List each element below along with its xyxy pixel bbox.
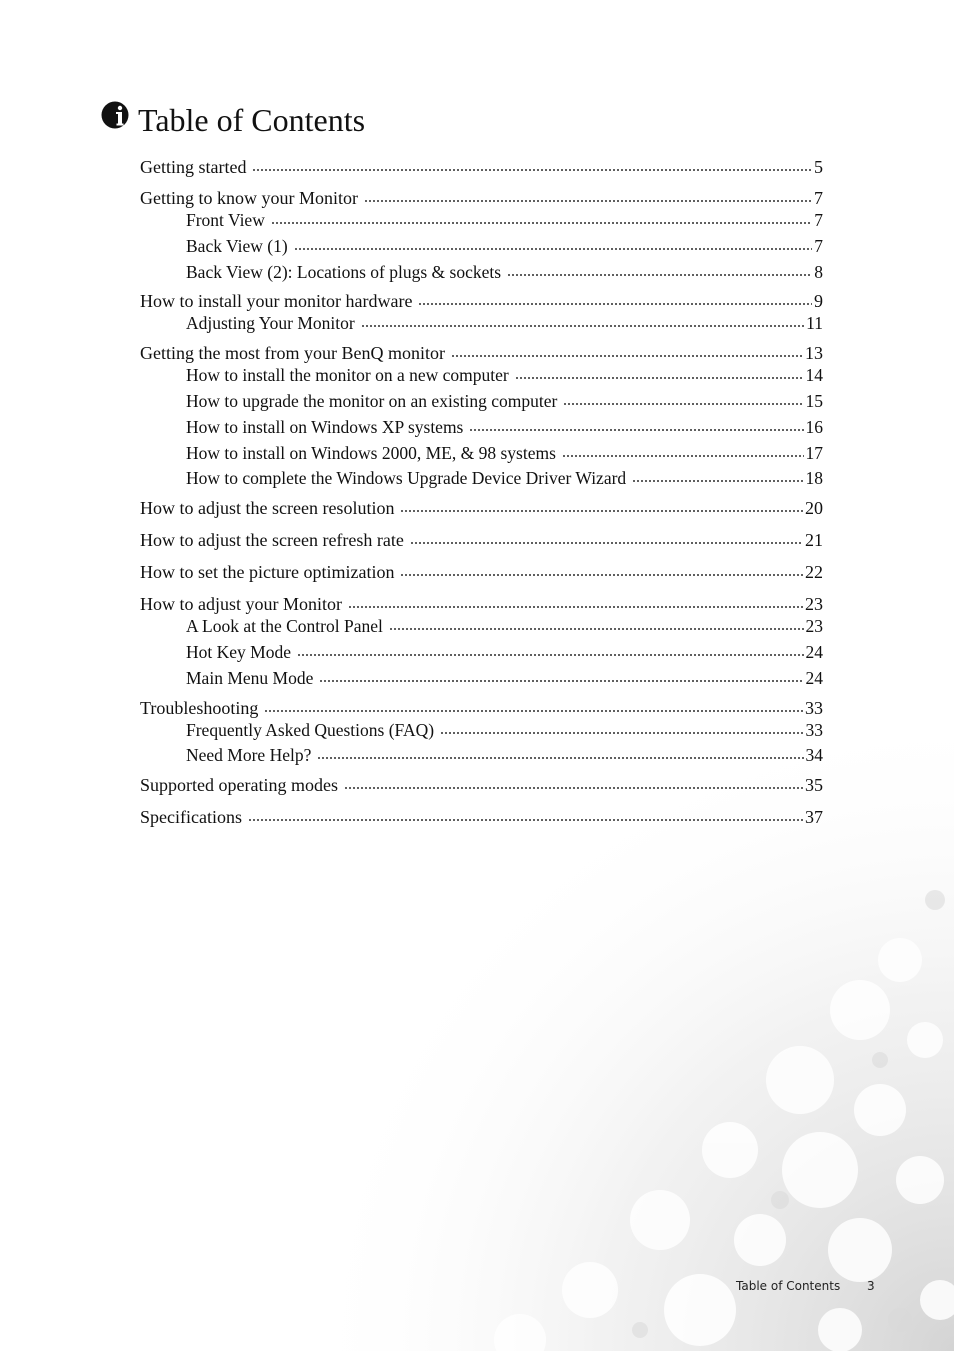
dot-leader xyxy=(297,653,804,657)
toc-subentry-page: 17 xyxy=(805,442,823,463)
toc-entry-page: 13 xyxy=(805,343,823,364)
toc-subentry[interactable] xyxy=(140,743,823,769)
toc-subentry-page: 24 xyxy=(805,641,823,662)
toc-subentry-title: Front View xyxy=(186,210,265,230)
toc-entry-title: Getting to know your Monitor xyxy=(140,188,358,208)
toc-subentry[interactable] xyxy=(140,614,823,640)
toc-subentry-title: Hot Key Mode xyxy=(186,641,291,662)
dot-leader xyxy=(400,509,803,513)
dot-leader xyxy=(248,818,803,822)
footer-section-label: Table of Contents xyxy=(736,1279,841,1293)
dot-leader xyxy=(389,627,804,631)
toc-subentry-title: Frequently Asked Questions (FAQ) xyxy=(186,719,435,740)
toc-subentry-page: 14 xyxy=(805,365,823,386)
toc-subentry-title: How to install on Windows XP systems xyxy=(186,416,464,437)
toc-subentry-title: Adjusting Your Monitor xyxy=(186,313,355,334)
dot-leader xyxy=(563,402,803,406)
toc-entry-title: How to adjust the screen refresh rate xyxy=(140,530,404,551)
toc-subentry[interactable] xyxy=(140,718,823,744)
page-title: Table of Contents xyxy=(138,102,366,138)
toc-entry-page: 22 xyxy=(805,562,823,583)
toc-entry-title: Troubleshooting xyxy=(140,697,259,718)
toc-subentry[interactable] xyxy=(140,389,823,415)
toc-entry-page: 9 xyxy=(814,291,823,312)
toc-subentry-page: 33 xyxy=(805,719,823,740)
toc-entry-page: 33 xyxy=(805,697,823,718)
dot-leader xyxy=(507,273,812,277)
toc-entry-title: Specifications xyxy=(140,807,242,828)
toc-subentry-title: How to complete the Windows Upgrade Device Driver Wizard xyxy=(186,468,627,489)
toc-entry-page: 35 xyxy=(805,775,823,796)
toc-subentry-title: How to upgrade the monitor on an existing computer xyxy=(186,390,558,411)
dot-leader xyxy=(319,679,803,683)
toc-subentry-page: 15 xyxy=(805,390,823,411)
dot-leader xyxy=(317,756,803,760)
toc-subentry-title: Back View (2): Locations of plugs & sockets xyxy=(186,261,502,282)
dot-leader xyxy=(271,221,812,225)
toc-entry-title: Getting the most from your BenQ monitor xyxy=(140,343,445,364)
dot-leader xyxy=(264,709,803,713)
toc-subentry-page: 23 xyxy=(805,616,823,637)
toc-subentry-title: Back View (1) xyxy=(186,235,288,256)
toc-entry[interactable] xyxy=(140,152,823,182)
dot-leader xyxy=(252,168,812,172)
dot-leader xyxy=(348,605,803,609)
toc-subentry[interactable] xyxy=(140,234,823,260)
toc-entry-title: How to adjust the screen resolution xyxy=(140,498,395,519)
toc-subentry-page: 7 xyxy=(814,235,823,256)
toc-subentry-page: 11 xyxy=(806,313,823,334)
toc-subentry[interactable] xyxy=(140,311,823,337)
dot-leader xyxy=(469,428,803,432)
dot-leader xyxy=(410,541,803,545)
footer-page-number: 3 xyxy=(867,1279,875,1293)
dot-leader xyxy=(562,454,804,458)
toc-entry-title: How to adjust your Monitor xyxy=(140,594,342,615)
toc-subentry-page: 8 xyxy=(814,261,823,282)
toc-subentry-title: A Look at the Control Panel xyxy=(186,616,383,637)
toc-subentry-title: How to install the monitor on a new computer xyxy=(186,365,509,386)
toc-subentry-title: Need More Help? xyxy=(186,745,312,766)
toc-subentry[interactable] xyxy=(140,260,823,286)
toc-subentry-title: How to install on Windows 2000, ME, & 98 systems xyxy=(186,442,556,463)
toc-subentry-page: 7 xyxy=(814,210,823,230)
toc-subentry[interactable] xyxy=(140,666,823,692)
toc-entry-page: 5 xyxy=(814,157,823,177)
toc-entry-page: 21 xyxy=(805,530,823,551)
toc-subentry-title: Main Menu Mode xyxy=(186,667,314,688)
toc-entry-title: How to install your monitor hardware xyxy=(140,291,413,312)
dot-leader xyxy=(418,302,812,306)
toc-entry[interactable] xyxy=(140,556,823,588)
dot-leader xyxy=(344,786,803,790)
toc-entry-title: Supported operating modes xyxy=(140,775,338,796)
toc-subentry[interactable] xyxy=(140,441,823,467)
dot-leader xyxy=(515,376,804,380)
dot-leader xyxy=(364,199,812,203)
toc-subentry[interactable] xyxy=(140,466,823,492)
toc-entry[interactable] xyxy=(140,801,823,833)
dot-leader xyxy=(632,479,803,483)
toc-entry-page: 7 xyxy=(814,188,823,208)
toc-subentry[interactable] xyxy=(140,208,823,234)
toc-subentry-page: 24 xyxy=(805,667,823,688)
toc-subentry[interactable] xyxy=(140,363,823,389)
dot-leader xyxy=(451,354,803,358)
dot-leader xyxy=(294,247,813,251)
dot-leader xyxy=(361,324,804,328)
toc-subentry-page: 18 xyxy=(805,468,823,489)
toc-subentry[interactable] xyxy=(140,415,823,441)
toc-subentry-page: 34 xyxy=(805,745,823,766)
toc-entry-title: Getting started xyxy=(140,157,247,177)
table-of-contents xyxy=(140,152,823,833)
dot-leader xyxy=(440,731,803,735)
info-icon xyxy=(101,99,131,131)
dot-leader xyxy=(400,573,803,577)
toc-entry-title: How to set the picture optimization xyxy=(140,562,395,583)
toc-entry[interactable] xyxy=(140,524,823,556)
toc-entry-page: 20 xyxy=(805,498,823,519)
toc-subentry-page: 16 xyxy=(805,416,823,437)
toc-subentry[interactable] xyxy=(140,640,823,666)
toc-entry-page: 23 xyxy=(805,594,823,615)
toc-entry[interactable] xyxy=(140,769,823,801)
toc-entry[interactable] xyxy=(140,492,823,524)
toc-entry-page: 37 xyxy=(805,807,823,828)
